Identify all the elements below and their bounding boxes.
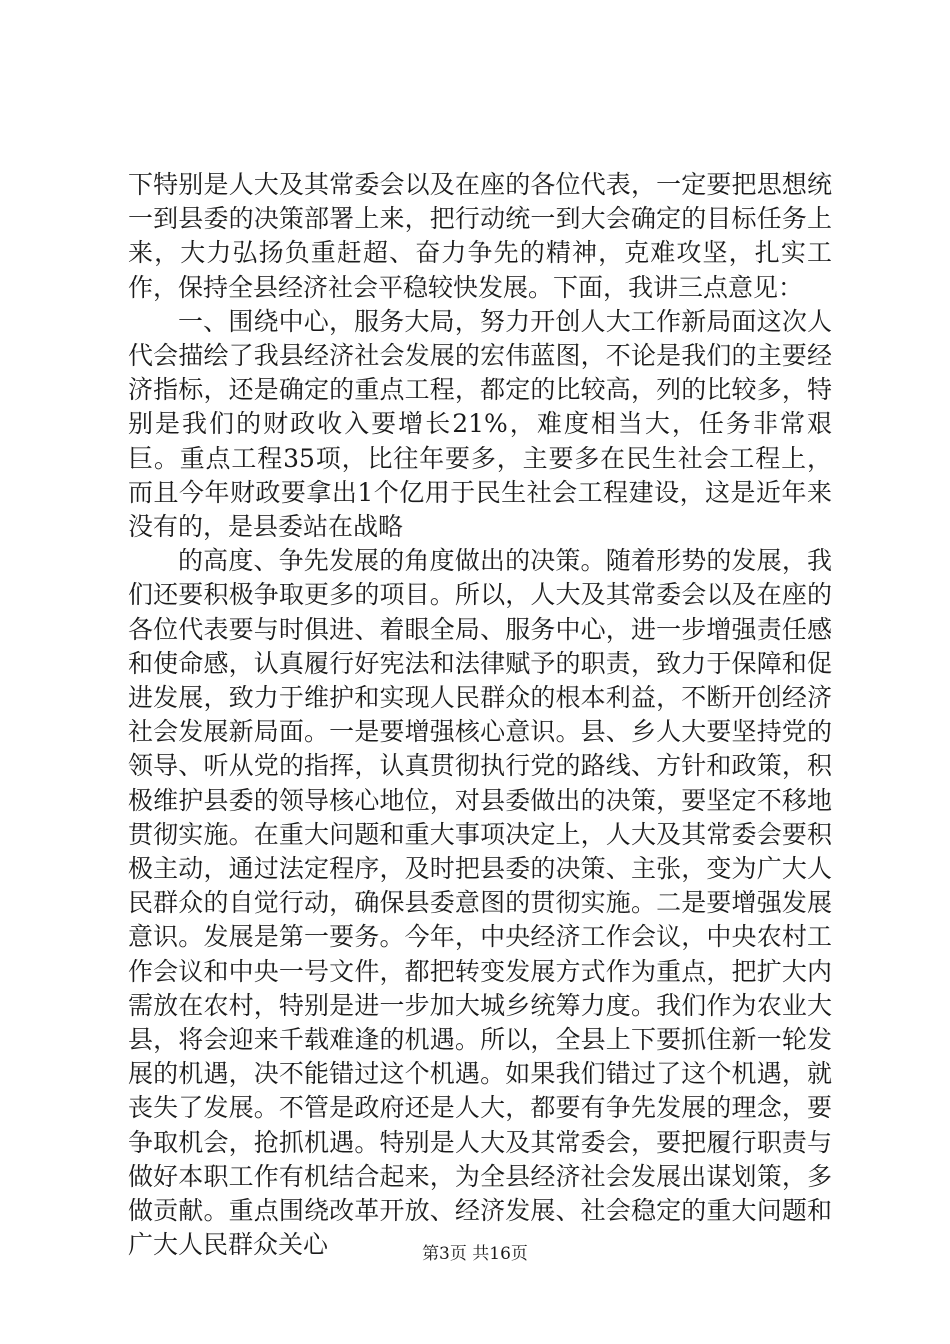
paragraph-section-one-continued: 的高度、争先发展的角度做出的决策。随着形势的发展，我们还要积极争取更多的项目。所以，人大及其常委会以及在座的各位代表要与时俱进、着眼全局、服务中心，进一步增强责任感和使命感，认真履行好宪法和法律赋予的职责，致力于保障和促进发展，致力于维护和实现人民群众的根本利益，不断开创经济社会发展新局面。一是要增强核心意识。县、乡人大要坚持党的领导、听从党的指挥，认真贯彻执行党的路线、方针和政策，积极维护县委的领导核心地位，对县委做出的决策，要坚定不移地贯彻实施。在重大问题和重大事项决定上，人大及其常委会要积极主动，通过法定程序，及时把县委的决策、主张，变为广大人民群众的自觉行动，确保县委意图的贯彻实施。二是要增强发展意识。发展是第一要务。今年，中央经济工作会议，中央农村工作会议和中央一号文件，都把转变发展方式作为重点，把扩大内需放在农村，特别是进一步加大城乡统筹力度。我们作为农业大县，将会迎来千载难逢的机遇。所以，全县上下要抓住新一轮发展的机遇，决不能错过这个机遇。如果我们错过了这个机遇，就丧失了发展。不管是政府还是人大，都要有争先发展的理念，要争取机会，抢抓机遇。特别是人大及其常委会，要把履行职责与做好本职工作有机结合起来，为全县经济社会发展出谋划策，多做贡献。重点围绕改革开放、经济发展、社会稳定的重大问题和广大人民群众关心 (128, 546, 832, 1260)
page-footer: 第3页 共16页 (422, 1244, 528, 1264)
document-body (128, 168, 832, 1263)
paragraph-section-one: 一、围绕中心，服务大局，努力开创人大工作新局面这次人代会描绘了我县经济社会发展的宏伟蓝图，不论是我们的主要经济指标，还是确定的重点工程，都定的比较高，列的比较多，特别是我们的财政收入要增长21%，难度相当大，任务非常艰巨。重点工程35项，比往年要多，主要多在民生社会工程上，而且今年财政要拿出1个亿用于民生社会工程建设，这是近年来没有的，是县委站在战略 (128, 306, 832, 542)
paragraph-continued: 下特别是人大及其常委会以及在座的各位代表，一定要把思想统一到县委的决策部署上来，把行动统一到大会确定的目标任务上来，大力弘扬负重赶超、奋力争先的精神，克难攻坚，扎实工作，保持全县经济社会平稳较快发展。下面，我讲三点意见： (128, 170, 832, 302)
